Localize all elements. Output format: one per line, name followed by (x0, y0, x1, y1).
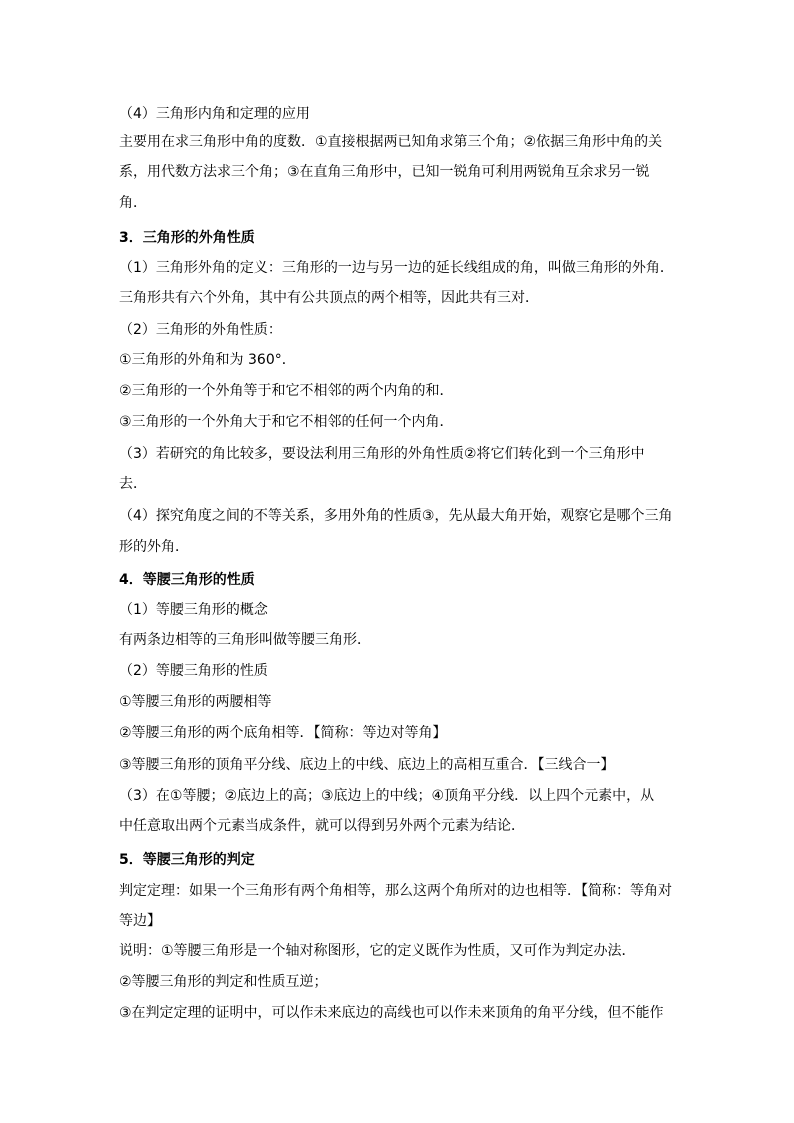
theorem-line-2: 等边】 (119, 913, 161, 929)
note-3-line-2: 去． (119, 476, 147, 492)
subsection-2-title: （2）三角形的外角性质： (119, 322, 282, 338)
concept-title: （1）等腰三角形的概念 (119, 602, 268, 618)
explanation-3: ③在判定定理的证明中，可以作未来底边的高线也可以作未来顶角的角平分线，但不能作 (119, 1005, 664, 1021)
def-line-2: 三角形共有六个外角，其中有公共顶点的两个相等，因此共有三对． (119, 290, 539, 306)
elements-line-2: 中任意取出两个元素当成条件，就可以得到另外两个元素为结论． (119, 818, 525, 834)
isosceles-property-3: ③等腰三角形的顶角平分线、底边上的中线、底边上的高相互重合．【三线合一】 (119, 757, 615, 773)
para-line-1: 主要用在求三角形中角的度数．①直接根据两已知角求第三个角；②依据三角形中角的关 (119, 134, 663, 150)
note-3-line-1: （3）若研究的角比较多，要设法利用三角形的外角性质②将它们转化到一个三角形中 (119, 446, 645, 462)
section-3-heading: 3．三角形的外角性质 (119, 230, 255, 246)
explanation-1: 说明：①等腰三角形是一个轴对称图形，它的定义既作为性质，又可作为判定办法． (119, 943, 636, 959)
subsection-4-title: （4）三角形内角和定理的应用 (119, 106, 310, 122)
explanation-2: ②等腰三角形的判定和性质互逆； (119, 974, 328, 990)
section-4-heading: 4．等腰三角形的性质 (119, 572, 255, 588)
def-line-1: （1）三角形外角的定义：三角形的一边与另一边的延长线组成的角，叫做三角形的外角． (119, 260, 674, 276)
isosceles-property-2: ②等腰三角形的两个底角相等．【简称：等边对等角】 (119, 725, 447, 741)
property-3: ③三角形的一个外角大于和它不相邻的任何一个内角． (119, 414, 454, 430)
note-4-line-2: 形的外角． (119, 539, 189, 555)
section-5-heading: 5．等腰三角形的判定 (119, 852, 255, 868)
para-line-3: 角． (119, 195, 147, 211)
property-2: ②三角形的一个外角等于和它不相邻的两个内角的和． (119, 383, 454, 399)
isosceles-property-title: （2）等腰三角形的性质 (119, 663, 268, 679)
concept-text: 有两条边相等的三角形叫做等腰三角形． (119, 632, 371, 648)
isosceles-property-1: ①等腰三角形的两腰相等 (119, 694, 272, 710)
para-line-2: 系，用代数方法求三个角；③在直角三角形中，已知一锐角可利用两锐角互余求另一锐 (119, 164, 650, 180)
property-1: ①三角形的外角和为 360°． (119, 352, 296, 368)
theorem-line-1: 判定定理：如果一个三角形有两个角相等，那么这两个角所对的边也相等．【简称：等角对 (119, 883, 672, 899)
elements-line-1: （3）在①等腰；②底边上的高；③底边上的中线；④顶角平分线．以上四个元素中，从 (119, 788, 655, 804)
note-4-line-1: （4）探究角度之间的不等关系，多用外角的性质③，先从最大角开始，观察它是哪个三角 (119, 508, 673, 524)
